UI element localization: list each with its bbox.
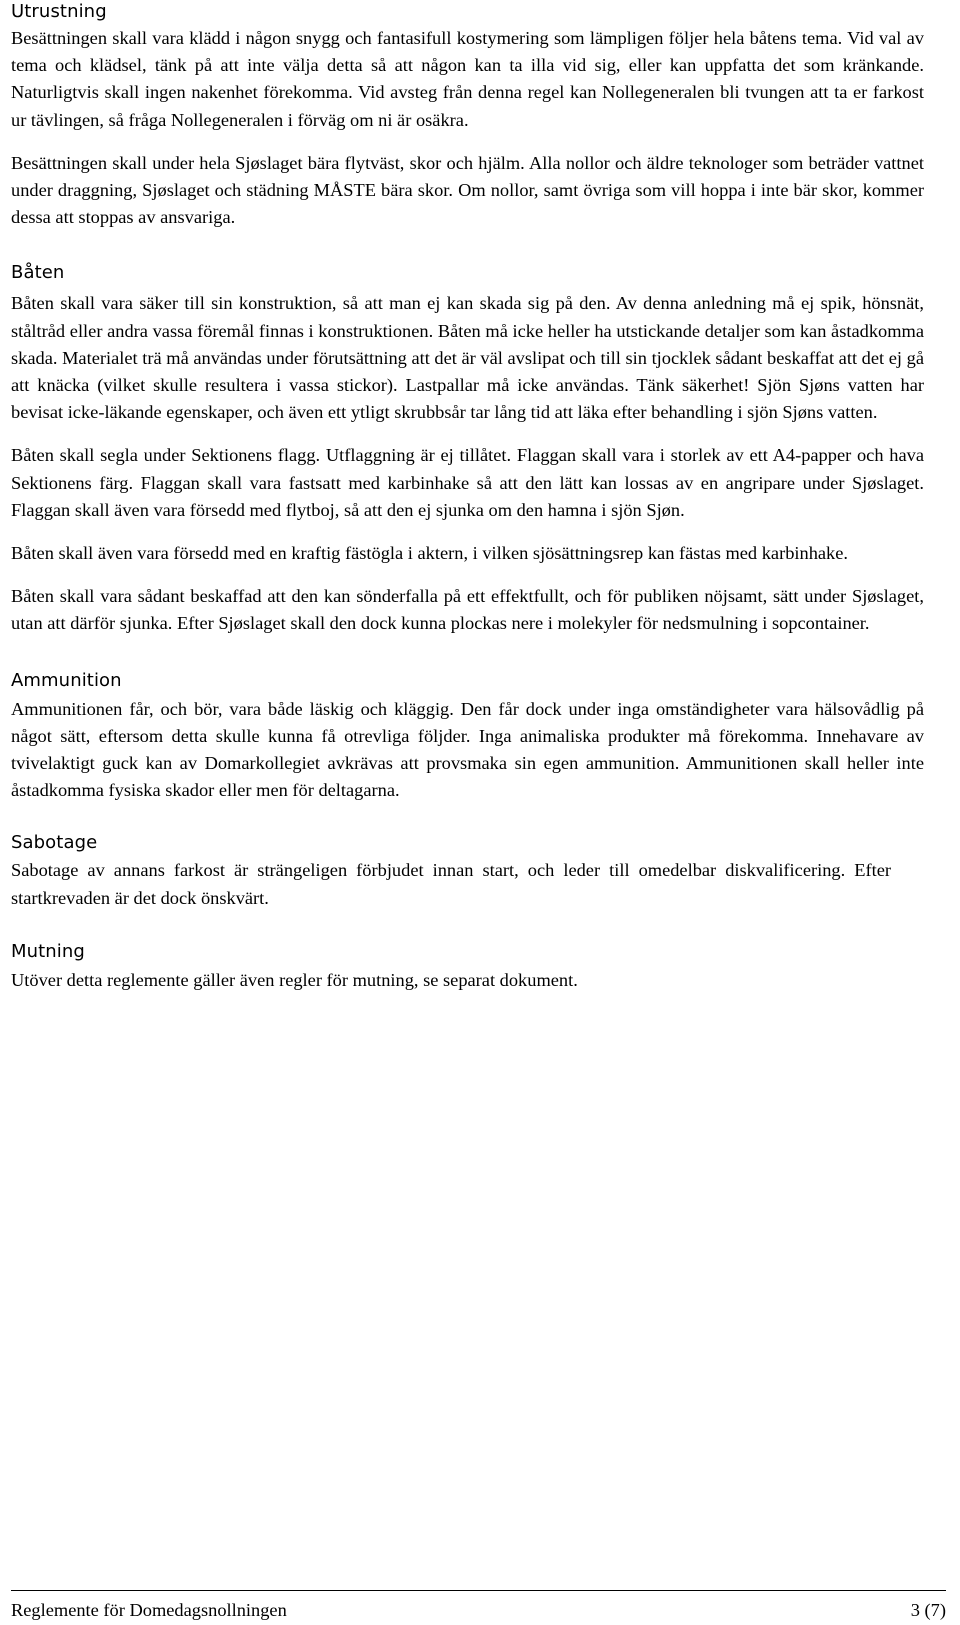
heading-ammunition: Ammunition bbox=[11, 669, 122, 691]
paragraph-baten-4: Båten skall vara sådant beskaffad att den kan sönderfalla på ett effektfullt, och för publiken nöjsamt, sätt under Sjøslaget, utan att därför sjunka. Efter Sjøslaget skall den dock kunna plockas nere i molekyler för nedsmulning i sopcontainer. bbox=[11, 586, 924, 634]
paragraph-ammunition-1: Ammunitionen får, och bör, vara både läskig och kläggig. Den får dock under inga omständigheter vara hälsovådlig på något sätt, eftersom detta skulle kunna få otrevliga följder. Inga animaliska produkter må förekomma. Innehavare av tvivelaktigt guck kan av Domarkollegiet avkrävas att provsmaka sin egen ammunition. Ammunitionen skall heller inte åstadkomma fysiska skador eller men för deltagarna. bbox=[11, 698, 924, 801]
paragraph-baten-3: Båten skall även vara försedd med en kraftig fästögla i aktern, i vilken sjösättningsrep kan fästas med karbinhake. bbox=[11, 543, 849, 564]
heading-utrustning: Utrustning bbox=[11, 1, 107, 22]
paragraph-utrustning-1: Besättningen skall vara klädd i någon snygg och fantasifull kostymering som lämpligen följer hela båtens tema. Vid val av tema och klädsel, tänk på att inte välja detta så att någon kan ta illa vid sig, eller kan uppfatta det som kränkande. Naturligtvis skall ingen nakenhet förekomma. Vid avsteg från denna regel kan Nollegeneralen bli tvungen att ta er farkost ur tävlingen, så fråga Nollegeneralen i förväg om ni är osäkra. bbox=[11, 28, 924, 130]
document-page bbox=[11, 0, 924, 994]
paragraph-baten-1: Båten skall vara säker till sin konstruktion, så att man ej kan skada sig på den. Av denna anledning må ej spik, hönsnät, ståltråd eller andra vassa föremål finnas i konstruktionen. Båten må icke heller ha utstickande detaljer som kan åstadkomma skada. Materialet trä må användas under förutsättning att det är väl avslipat och till sin tjocklek sådant beskaffat att det ej gå att knäcka (vilket skulle resultera i vassa stickor). Lastpallar må icke användas. Tänk säkerhet! Sjön Sjøns vatten har bevisat icke-läkande egenskaper, och även ett ytligt skrubbsår tar lång tid att läka efter behandling i sjön Sjøns vatten. bbox=[11, 293, 924, 423]
footer-document-title: Reglemente för Domedagsnollningen bbox=[11, 1600, 287, 1620]
paragraph-utrustning-2: Besättningen skall under hela Sjøslaget bära flytväst, skor och hjälm. Alla nollor och äldre teknologer som beträder vattnet under draggning, Sjøslaget och städning MÅSTE bära skor. Om nollor, samt övriga som vill hoppa i inte bär skor, kommer dessa att stoppas av ansvariga. bbox=[11, 152, 924, 228]
paragraph-mutning-1: Utöver detta reglemente gäller även regler för mutning, se separat dokument. bbox=[11, 969, 578, 990]
footer-page-number: 3 (7) bbox=[910, 1600, 946, 1620]
heading-mutning: Mutning bbox=[11, 940, 85, 962]
paragraph-baten-2: Båten skall segla under Sektionens flagg. Utflaggning är ej tillåtet. Flaggan skall vara i storlek av ett A4-papper och hava Sektionens färg. Flaggan skall vara fastsatt med karbinhake så att den lätt kan lossas av en angripare under Sjøslaget. Flaggan skall även vara försedd med flytboj, så att den ej sjunka om den hamna i sjön Sjøn. bbox=[11, 445, 924, 520]
page-footer bbox=[11, 1590, 946, 1621]
paragraph-sabotage-1: Sabotage av annans farkost är strängeligen förbjudet innan start, och leder till omedelbar diskvalificering. Efter startkrevaden är det dock önskvärt. bbox=[11, 860, 891, 908]
heading-baten: Båten bbox=[11, 262, 65, 284]
heading-sabotage: Sabotage bbox=[11, 832, 98, 854]
